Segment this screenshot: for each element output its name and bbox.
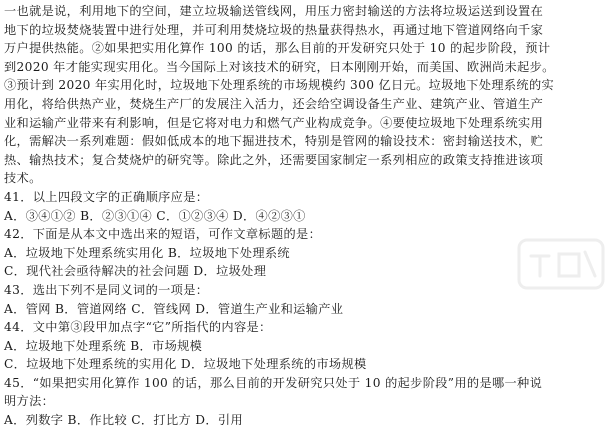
question-options: C．现代社会亟待解决的社会问题 D．垃圾处理 [4, 264, 267, 279]
passage-line: 地下的垃圾焚烧装置中进行处理，并可利用焚烧垃圾的热量获得热水，再通过地下管道网络向千家 [4, 22, 544, 37]
question-42 [4, 225, 610, 281]
question-stem: 明方法： [4, 394, 55, 409]
passage-line: 热、输热技术；复合焚烧炉的研究等。除此之外，还需要国家制定一系列相应的政策支持推进该项 [4, 152, 544, 167]
question-41 [4, 188, 610, 225]
question-stem: 43．选出下列不是同义词的一项是： [4, 282, 209, 297]
question-stem: 45．“如果把实用化算作 100 的话，那么目前的开发研究只处于 10 的起步阶段”用的是哪一种说 [4, 375, 543, 390]
question-stem: 41．以上四段文字的正确顺序应是： [4, 189, 209, 204]
question-45 [4, 374, 610, 430]
question-options: A．③④①② B．②③①④ C．①②③④ D．④②③① [4, 208, 306, 223]
question-list [4, 188, 610, 430]
passage-line: ③预计到 2020 年实用化时，垃圾地下处理系统的市场规模约 300 亿日元。垃圾地下处理系统的实 [4, 78, 555, 93]
question-options: C．垃圾地下处理系统的实用化 D．垃圾地下处理系统的市场规模 [4, 357, 367, 372]
question-options: A．垃圾地下处理系统实用化 B．垃圾地下处理系统 [4, 245, 290, 260]
passage-line: 到2020 年才能实现实用化。当今国际上对该技术的研究，日本刚刚开始，而美国、欧洲尚未起步。 [4, 59, 555, 74]
exam-document [4, 2, 610, 430]
reading-passage [4, 2, 610, 188]
passage-line: 技术。 [4, 171, 42, 186]
question-options: A．管网 B．管道网络 C．管线网 D．管道生产业和运输产业 [4, 301, 344, 316]
question-options: A．列数字 B．作比较 C．打比方 D．引用 [4, 413, 243, 428]
question-44 [4, 318, 610, 374]
question-stem: 44．文中第③段甲加点字“它”所指代的内容是： [4, 320, 272, 335]
question-stem: 42．下面是从本文中选出来的短语，可作文章标题的是： [4, 227, 322, 242]
passage-line: 一也就是说，利用地下的空间，建立垃圾输送管线网，用压力密封输送的方法将垃圾运送到设置在 [4, 4, 544, 18]
question-options: A．垃圾地下处理系统 B．市场规模 [4, 338, 203, 353]
passage-line: 用化，将给供热产业，焚烧生产厂的发展注入活力，还会给空调设备生产业、建筑产业、管道生产 [4, 96, 544, 111]
passage-line: 业和运输产业带来有利影响，但是它将对电力和燃气产业构成竞争。④要使垃圾地下处理系统实用 [4, 115, 544, 130]
passage-line: 万户提供热能。②如果把实用化算作 100 的话，那么目前的开发研究只处于 10 的起步阶段，预计 [4, 41, 551, 56]
question-43 [4, 281, 610, 318]
passage-line: 化，需解决一系列难题：假如低成本的地下掘进技术，特别是管网的输设技术：密封输送技术，贮 [4, 134, 544, 149]
